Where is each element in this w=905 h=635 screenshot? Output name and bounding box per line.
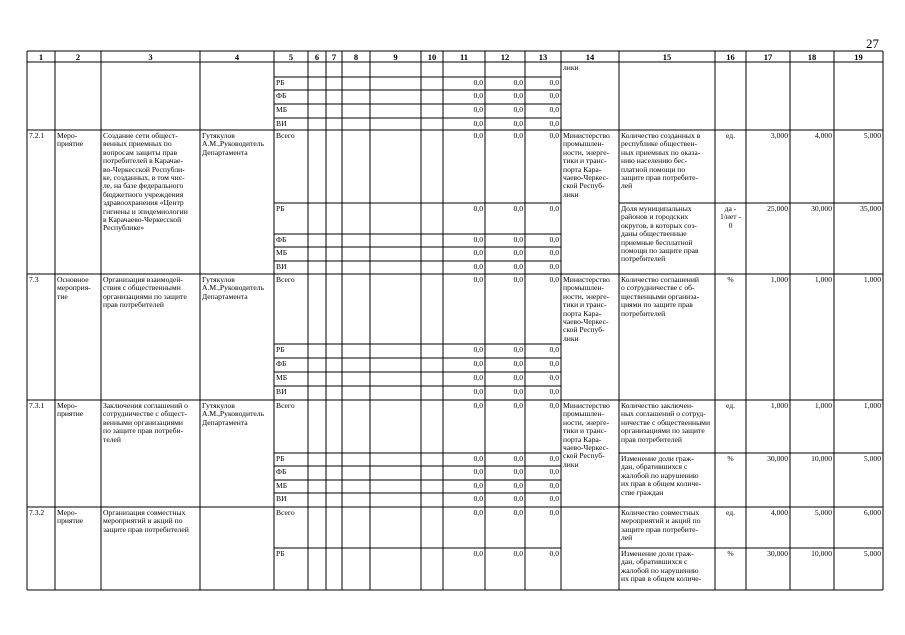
indicator-value: 1,000 bbox=[814, 276, 832, 284]
funding-source: МБ bbox=[276, 249, 288, 257]
amount-cell: 0,0 bbox=[473, 276, 483, 284]
indicator-name: Доля муниципальных районов и городских округов, в которых соз- даны общественные приемные бесплатной помощи по защите прав потребителей bbox=[621, 205, 699, 264]
column-header: 14 bbox=[585, 52, 595, 62]
funding-source: ФБ bbox=[276, 360, 287, 368]
column-header: 5 bbox=[288, 52, 294, 62]
item-type: Основное мероприя- тие bbox=[57, 276, 91, 301]
indicator-value: 3,000 bbox=[770, 132, 788, 140]
indicator-value: 35,000 bbox=[860, 205, 881, 213]
amount-cell: 0,0 bbox=[473, 120, 483, 128]
item-description: Организация взаимодей- ствия с общественными организациями по защите прав потребителей bbox=[103, 276, 187, 310]
responsible-person: Гутякулов А.М.,Руководитель Департамента bbox=[202, 132, 265, 157]
amount-cell: 0,0 bbox=[549, 249, 559, 257]
amount-cell: 0,0 bbox=[549, 236, 559, 244]
amount-cell: 0,0 bbox=[513, 468, 523, 476]
amount-cell: 0,0 bbox=[473, 374, 483, 382]
amount-cell: 0,0 bbox=[549, 360, 559, 368]
item-type: Меро- приятие bbox=[57, 132, 84, 149]
amount-cell: 0,0 bbox=[513, 360, 523, 368]
indicator-value: 6,000 bbox=[863, 509, 881, 517]
indicator-name: Количество соглашений о сотрудничестве с об- щественными организа- циями по защите прав потребителей bbox=[621, 276, 700, 318]
funding-source: ФБ bbox=[276, 468, 287, 476]
item-description: Создание сети общест- венных приемных по вопросам защиты прав потребителей в Карачае- во-Черкесской Республи- ке, созданных, в том чис- ле, на базе федерального бюджетного учреждения здравоохранения «Центр гигиены и эпидемиологии в Карачаево-Черкесской Республике» bbox=[103, 132, 188, 233]
indicator-unit: ед. bbox=[725, 132, 736, 140]
item-description: Заключения соглашений о сотрудничестве с общест- венными организациями по защите прав потреби- телей bbox=[103, 402, 188, 444]
funding-source: РБ bbox=[276, 79, 285, 87]
amount-cell bbox=[487, 64, 523, 76]
amount-cell: 0,0 bbox=[513, 509, 523, 517]
item-number: 7.2.1 bbox=[29, 132, 45, 140]
indicator-value: 1,000 bbox=[770, 402, 788, 410]
amount-cell: 0,0 bbox=[473, 346, 483, 354]
amount-cell: 0,0 bbox=[549, 276, 559, 284]
amount-cell: 0,0 bbox=[549, 120, 559, 128]
amount-cell: 0,0 bbox=[513, 106, 523, 114]
item-number: 7.3.1 bbox=[29, 402, 45, 410]
funding-source: ВИ bbox=[276, 263, 287, 271]
indicator-name: Изменение доли граж- дан, обратившихся с жалобой по нарушению их прав в общем количе- bbox=[621, 550, 702, 584]
co-executor: Министерство промышлен- ности, энерге- тики и транс- порта Кара- чаево-Черкес- ской Респуб- лики bbox=[563, 402, 610, 469]
amount-cell: 0,0 bbox=[513, 374, 523, 382]
indicator-value: 4,000 bbox=[770, 509, 788, 517]
amount-cell: 0,0 bbox=[513, 79, 523, 87]
column-header: 10 bbox=[427, 52, 437, 62]
amount-cell: 0,0 bbox=[513, 346, 523, 354]
amount-cell: 0,0 bbox=[549, 402, 559, 410]
amount-cell: 0,0 bbox=[549, 346, 559, 354]
indicator-value: 5,000 bbox=[814, 509, 832, 517]
indicator-name: Количество совместных мероприятий и акций по защите прав потребите- лей bbox=[621, 509, 701, 543]
indicator-value: 1,000 bbox=[770, 276, 788, 284]
item-type: Меро- приятие bbox=[57, 509, 84, 526]
amount-cell: 0,0 bbox=[549, 106, 559, 114]
funding-source bbox=[276, 64, 306, 76]
funding-source: ФБ bbox=[276, 236, 287, 244]
indicator-name: Количество созданных в республике обществен- ных приемных по оказа- нию населению бес- платной помощи по защите прав потребите- лей bbox=[621, 132, 701, 191]
responsible-person: Гутякулов А.М.,Руководитель Департамента bbox=[202, 276, 265, 301]
amount-cell: 0,0 bbox=[513, 402, 523, 410]
indicator-name: Количество заключен- ных соглашений о сотруд- ничестве с общественными организациями по защите прав потребителей bbox=[621, 402, 711, 444]
amount-cell: 0,0 bbox=[513, 388, 523, 396]
column-header: 2 bbox=[75, 52, 81, 62]
amount-cell: 0,0 bbox=[549, 132, 559, 140]
amount-cell: 0,0 bbox=[473, 402, 483, 410]
column-header: 4 bbox=[234, 52, 240, 62]
amount-cell: 0,0 bbox=[473, 495, 483, 503]
amount-cell: 0,0 bbox=[549, 455, 559, 463]
amount-cell: 0,0 bbox=[513, 205, 523, 213]
indicator-value: 1,000 bbox=[863, 402, 881, 410]
funding-source: Всего bbox=[276, 276, 295, 284]
amount-cell: 0,0 bbox=[513, 132, 523, 140]
indicator-value: 1,000 bbox=[814, 402, 832, 410]
co-executor: Министерство промышлен- ности, энерге- тики и транс- порта Кара- чаево-Черкес- ской Респуб- лики bbox=[563, 276, 610, 343]
funding-source: Всего bbox=[276, 132, 295, 140]
item-number bbox=[29, 64, 53, 129]
column-header: 19 bbox=[854, 52, 863, 62]
funding-source: Всего bbox=[276, 402, 295, 410]
indicator-unit: % bbox=[727, 455, 734, 463]
co-executor: лики bbox=[563, 64, 579, 72]
column-header: 12 bbox=[500, 52, 510, 62]
amount-cell: 0,0 bbox=[513, 455, 523, 463]
amount-cell: 0,0 bbox=[473, 455, 483, 463]
column-header: 1 bbox=[38, 52, 44, 62]
indicator-value: 30,000 bbox=[811, 205, 832, 213]
co-executor: Министерство промышлен- ности, энерге- тики и транс- порта Кара- чаево-Черкес- ской Респуб- лики bbox=[563, 132, 610, 199]
funding-source: РБ bbox=[276, 346, 285, 354]
funding-source: МБ bbox=[276, 106, 288, 114]
column-header: 6 bbox=[314, 52, 320, 62]
funding-source: МБ bbox=[276, 374, 288, 382]
responsible-person: Гутякулов А.М.,Руководитель Департамента bbox=[202, 402, 265, 427]
column-header: 9 bbox=[393, 52, 398, 62]
amount-cell: 0,0 bbox=[549, 468, 559, 476]
indicator-name: Изменение доли граж- дан, обратившихся с жалобой по нарушению их прав в общем количе- стве граждан bbox=[621, 455, 702, 497]
amount-cell: 0,0 bbox=[473, 388, 483, 396]
amount-cell: 0,0 bbox=[473, 132, 483, 140]
item-description bbox=[103, 64, 198, 129]
funding-source: РБ bbox=[276, 455, 285, 463]
indicator-value: 4,000 bbox=[814, 132, 832, 140]
indicator-unit: ед. bbox=[725, 509, 736, 517]
responsible-person bbox=[202, 509, 272, 589]
funding-source: ФБ bbox=[276, 92, 287, 100]
amount-cell: 0,0 bbox=[549, 374, 559, 382]
amount-cell: 0,0 bbox=[473, 482, 483, 490]
amount-cell: 0,0 bbox=[513, 276, 523, 284]
amount-cell: 0,0 bbox=[513, 550, 523, 558]
item-number: 7.3.2 bbox=[29, 509, 45, 517]
indicator-value: 30,000 bbox=[767, 455, 788, 463]
column-header: 3 bbox=[148, 52, 153, 62]
funding-source: ВИ bbox=[276, 388, 287, 396]
item-type bbox=[57, 64, 99, 129]
indicator-value: 10,000 bbox=[811, 550, 832, 558]
column-header: 8 bbox=[353, 52, 359, 62]
amount-cell: 0,0 bbox=[549, 509, 559, 517]
funding-source: РБ bbox=[276, 550, 285, 558]
indicator-value: 10,000 bbox=[811, 455, 832, 463]
amount-cell: 0,0 bbox=[513, 236, 523, 244]
funding-source: ВИ bbox=[276, 120, 287, 128]
amount-cell: 0,0 bbox=[473, 236, 483, 244]
indicator-value: 5,000 bbox=[863, 455, 881, 463]
column-header: 16 bbox=[726, 52, 735, 62]
indicator-value: 5,000 bbox=[863, 132, 881, 140]
amount-cell: 0,0 bbox=[549, 550, 559, 558]
amount-cell: 0,0 bbox=[473, 79, 483, 87]
amount-cell: 0,0 bbox=[473, 205, 483, 213]
amount-cell: 0,0 bbox=[549, 388, 559, 396]
indicator-unit: да - 1/нет - 0 bbox=[719, 205, 742, 230]
amount-cell: 0,0 bbox=[513, 482, 523, 490]
column-header: 18 bbox=[807, 52, 817, 62]
indicator-value: 5,000 bbox=[863, 550, 881, 558]
amount-cell: 0,0 bbox=[549, 263, 559, 271]
amount-cell: 0,0 bbox=[513, 120, 523, 128]
amount-cell: 0,0 bbox=[473, 550, 483, 558]
column-header: 11 bbox=[459, 52, 469, 62]
indicator-unit: % bbox=[727, 550, 734, 558]
amount-cell: 0,0 bbox=[473, 106, 483, 114]
responsible-person bbox=[202, 64, 272, 129]
amount-cell: 0,0 bbox=[513, 92, 523, 100]
item-number: 7.3 bbox=[29, 276, 39, 284]
item-type: Меро- приятие bbox=[57, 402, 84, 419]
column-header: 17 bbox=[763, 52, 773, 62]
indicator-value: 25,000 bbox=[767, 205, 788, 213]
indicator-value: 1,000 bbox=[863, 276, 881, 284]
column-header: 7 bbox=[331, 52, 337, 62]
funding-source: Всего bbox=[276, 509, 295, 517]
amount-cell bbox=[445, 64, 483, 76]
amount-cell: 0,0 bbox=[513, 495, 523, 503]
amount-cell: 0,0 bbox=[473, 92, 483, 100]
indicator-unit: % bbox=[727, 276, 734, 284]
funding-source: МБ bbox=[276, 482, 288, 490]
amount-cell: 0,0 bbox=[549, 205, 559, 213]
amount-cell: 0,0 bbox=[473, 509, 483, 517]
column-header: 15 bbox=[662, 52, 672, 62]
item-description: Организация совместных мероприятий и акций по защите прав потребителей bbox=[103, 509, 189, 534]
amount-cell: 0,0 bbox=[549, 495, 559, 503]
indicator-unit: ед. bbox=[725, 402, 736, 410]
amount-cell: 0,0 bbox=[473, 263, 483, 271]
amount-cell: 0,0 bbox=[513, 249, 523, 257]
amount-cell bbox=[527, 64, 559, 76]
co-executor bbox=[563, 509, 617, 589]
column-header: 13 bbox=[538, 52, 548, 62]
indicator-value: 30,000 bbox=[767, 550, 788, 558]
funding-source: ВИ bbox=[276, 495, 287, 503]
amount-cell: 0,0 bbox=[549, 482, 559, 490]
amount-cell: 0,0 bbox=[513, 263, 523, 271]
amount-cell: 0,0 bbox=[549, 92, 559, 100]
amount-cell: 0,0 bbox=[473, 360, 483, 368]
amount-cell: 0,0 bbox=[549, 79, 559, 87]
funding-source: РБ bbox=[276, 205, 285, 213]
amount-cell: 0,0 bbox=[473, 468, 483, 476]
page-number: 27 bbox=[866, 36, 879, 51]
amount-cell: 0,0 bbox=[473, 249, 483, 257]
